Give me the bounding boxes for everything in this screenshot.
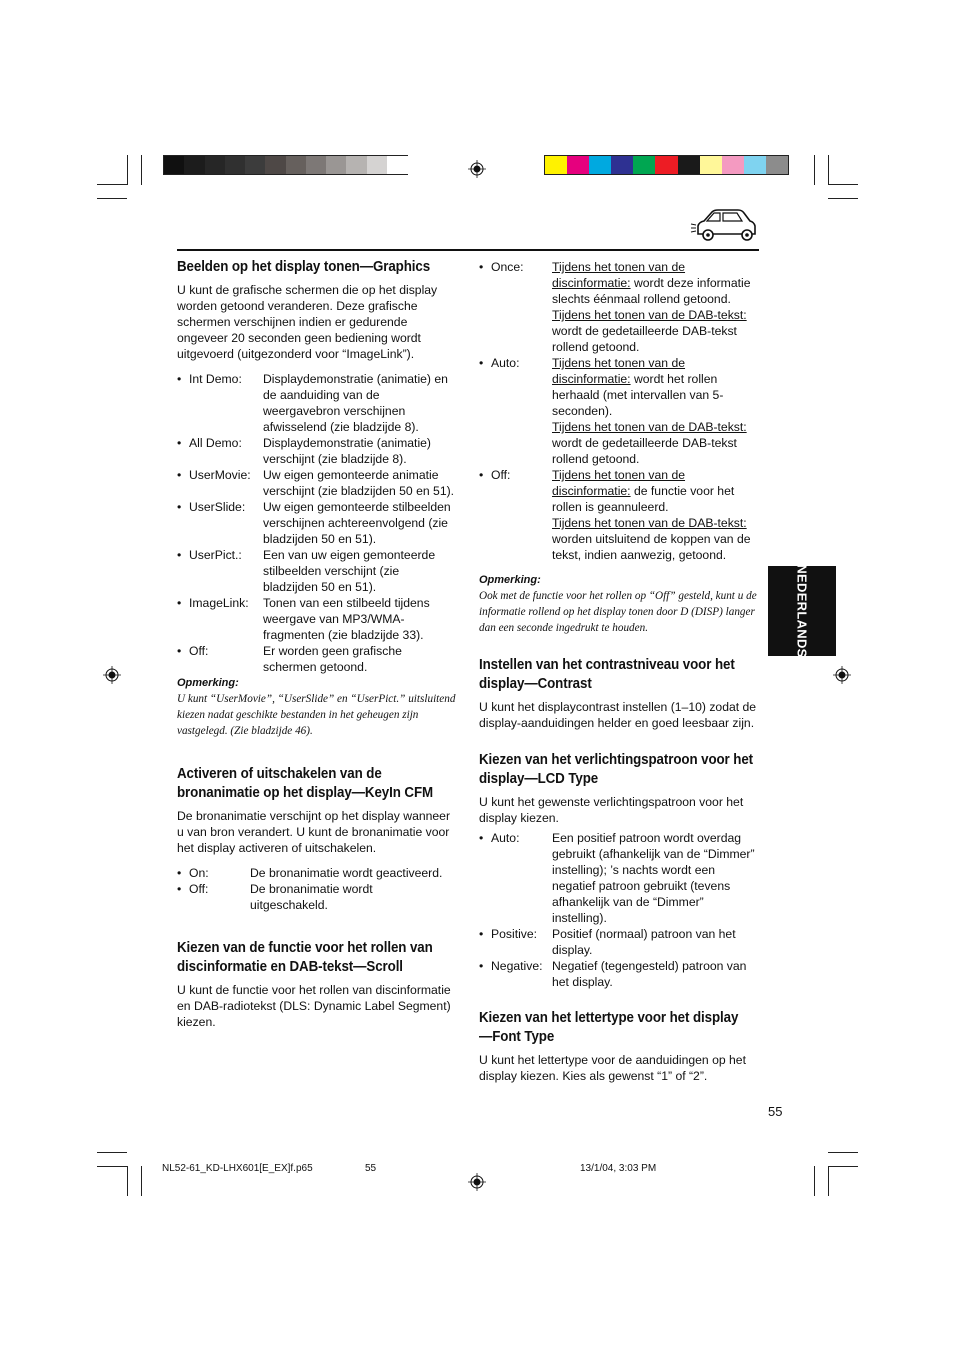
color-swatch (346, 156, 367, 174)
color-swatch (722, 156, 745, 174)
color-swatch (766, 156, 789, 174)
color-swatch (326, 156, 347, 174)
list-item: • Negative: Negatief (tegengesteld) patroon van het display. (479, 959, 747, 989)
list-item: • Int Demo: Displaydemonstratie (animatie) en de aanduiding van de weergavebron verschijnen afwisselend (zie bladzijde 8). (177, 372, 448, 434)
color-swatch (611, 156, 634, 174)
cmyk-color-bar (544, 155, 789, 175)
registration-mark-icon (468, 160, 486, 178)
lcd-options-list (479, 830, 759, 990)
keyin-options-list (177, 865, 457, 913)
footer-date: 13/1/04, 3:03 PM (580, 1163, 657, 1174)
graphics-intro: U kunt de grafische schermen die op het display worden getoond veranderen. Deze grafische schermen verschijnen indien er gedurende ongeveer 20 seconden geen bediening wordt uitgevoerd (uitgezonderd voor “ImageLink”). (177, 283, 438, 361)
color-swatch (567, 156, 590, 174)
grayscale-color-bar (163, 155, 408, 175)
color-swatch (164, 156, 185, 174)
registration-mark-icon (103, 666, 121, 684)
graphics-options-list (177, 371, 457, 675)
color-swatch (286, 156, 307, 174)
color-swatch (265, 156, 286, 174)
color-swatch (678, 156, 701, 174)
scroll-intro: U kunt de functie voor het rollen van discinformatie en DAB-radiotekst (DLS: Dynamic Label Segment) kiezen. (177, 983, 451, 1029)
list-item: • Auto: Een positief patroon wordt overdag gebruikt (afhankelijk van de “Dimmer” instelling); ’s nachts wordt een negatief patroon gebruikt (tevens afhankelijk van de “Dimmer” instelling). (479, 831, 755, 925)
scroll-note: Ook met de functie voor het rollen op “Off” gesteld, kunt u de informatie rollend op het display tonen door D (DISP) langer dan een seconde ingedrukt te houden. (479, 590, 757, 634)
color-swatch (245, 156, 266, 174)
language-tab (768, 566, 836, 656)
color-swatch (184, 156, 205, 174)
list-item: • Off: Tijdens het tonen van de discinformatie: de functie voor het rollen is geannuleerd. Tijdens het tonen van de DAB-tekst: worden uitsluitend de koppen van de tekst, indien aanwezig, getoond. (479, 468, 751, 562)
language-tab-label: NEDERLANDS (794, 564, 810, 658)
color-swatch (744, 156, 767, 174)
car-icon (690, 204, 760, 246)
registration-mark-icon (468, 1173, 486, 1191)
color-swatch (225, 156, 246, 174)
list-item: • UserPict.: Een van uw eigen gemonteerde stilbeelden verschijnt (zie bladzijden 50 en 51). (177, 548, 436, 594)
list-item: • UserSlide: Uw eigen gemonteerde stilbeelden verschijnen achtereenvolgend (zie bladzijden 50 en 51). (177, 500, 451, 546)
right-column (479, 259, 759, 1084)
section-title-scroll: Kiezen van de functie voor het rollen van discinformatie en DAB-tekst—Scroll (177, 940, 433, 975)
section-title-contrast: Instellen van het contrastniveau voor het display—Contrast (479, 657, 735, 692)
font-intro: U kunt het lettertype voor de aanduidingen op het display kiezen. Kies als gewenst “1” of “2”. (479, 1053, 746, 1083)
section-title-font: Kiezen van het lettertype voor het display —Font Type (479, 1010, 739, 1045)
section-title-keyin: Activeren of uitschakelen van de bronanimatie op het display—KeyIn CFM (177, 766, 434, 801)
list-item: • Off: De bronanimatie wordt uitgeschakeld. (177, 882, 373, 912)
lcd-intro: U kunt het gewenste verlichtingspatroon voor het display kiezen. (479, 795, 744, 825)
section-title-graphics: Beelden op het display tonen—Graphics (177, 259, 431, 275)
list-item: • Auto: Tijdens het tonen van de discinformatie: wordt het rollen herhaald (met intervallen van 5-seconden). Tijdens het tonen van de DAB-tekst: wordt de gedetailleerde DAB-tekst rollend getoond. (479, 356, 747, 466)
page-number: 55 (768, 1104, 783, 1119)
section-title-lcd: Kiezen van het verlichtingspatroon voor het display—LCD Type (479, 752, 754, 787)
left-column (177, 258, 457, 1030)
color-swatch (205, 156, 226, 174)
list-item: • All Demo: Displaydemonstratie (animatie) verschijnt (zie bladzijde 8). (177, 436, 431, 466)
header-rule (177, 249, 759, 251)
color-swatch (633, 156, 656, 174)
contrast-intro: U kunt het displaycontrast instellen (1–10) zodat de display-aanduidingen helder en goed leesbaar zijn. (479, 700, 757, 730)
list-item: • Off: Er worden geen grafische schermen getoond. (177, 644, 402, 674)
color-swatch (387, 156, 408, 174)
color-swatch (700, 156, 723, 174)
list-item: • Once: Tijdens het tonen van de discinformatie: wordt deze informatie slechts éénmaal rollend getoond. Tijdens het tonen van de DAB-tekst: wordt de gedetailleerde DAB-tekst rollend getoond. (479, 260, 751, 354)
keyin-intro: De bronanimatie verschijnt op het display wanneer u van bron verandert. U kunt de bronanimatie voor het display activeren of uitschakelen. (177, 809, 451, 855)
graphics-note-title: Opmerking: (177, 677, 239, 689)
color-swatch (545, 156, 568, 174)
color-swatch (367, 156, 388, 174)
list-item: • On: De bronanimatie wordt geactiveerd. (177, 866, 443, 880)
list-item: • Positive: Positief (normaal) patroon van het display. (479, 927, 736, 957)
color-swatch (589, 156, 612, 174)
scroll-note-title: Opmerking: (479, 574, 541, 586)
list-item: • UserMovie: Uw eigen gemonteerde animatie verschijnt (zie bladzijden 50 en 51). (177, 468, 455, 498)
footer-file: NL52-61_KD-LHX601[E_EX]f.p65 (162, 1163, 313, 1174)
color-swatch (655, 156, 678, 174)
footer-page: 55 (365, 1163, 377, 1174)
graphics-note: U kunt “UserMovie”, “UserSlide” en “UserPict.” uitsluitend kiezen nadat geschikte bestanden in het geheugen zijn vastgelegd. (Zie bladzijde 46). (177, 693, 456, 737)
scroll-options-list (479, 259, 759, 563)
color-swatch (306, 156, 327, 174)
registration-mark-icon (833, 666, 851, 684)
list-item: • ImageLink: Tonen van een stilbeeld tijdens weergave van MP3/WMA-fragmenten (zie bladzijde 33). (177, 596, 430, 642)
